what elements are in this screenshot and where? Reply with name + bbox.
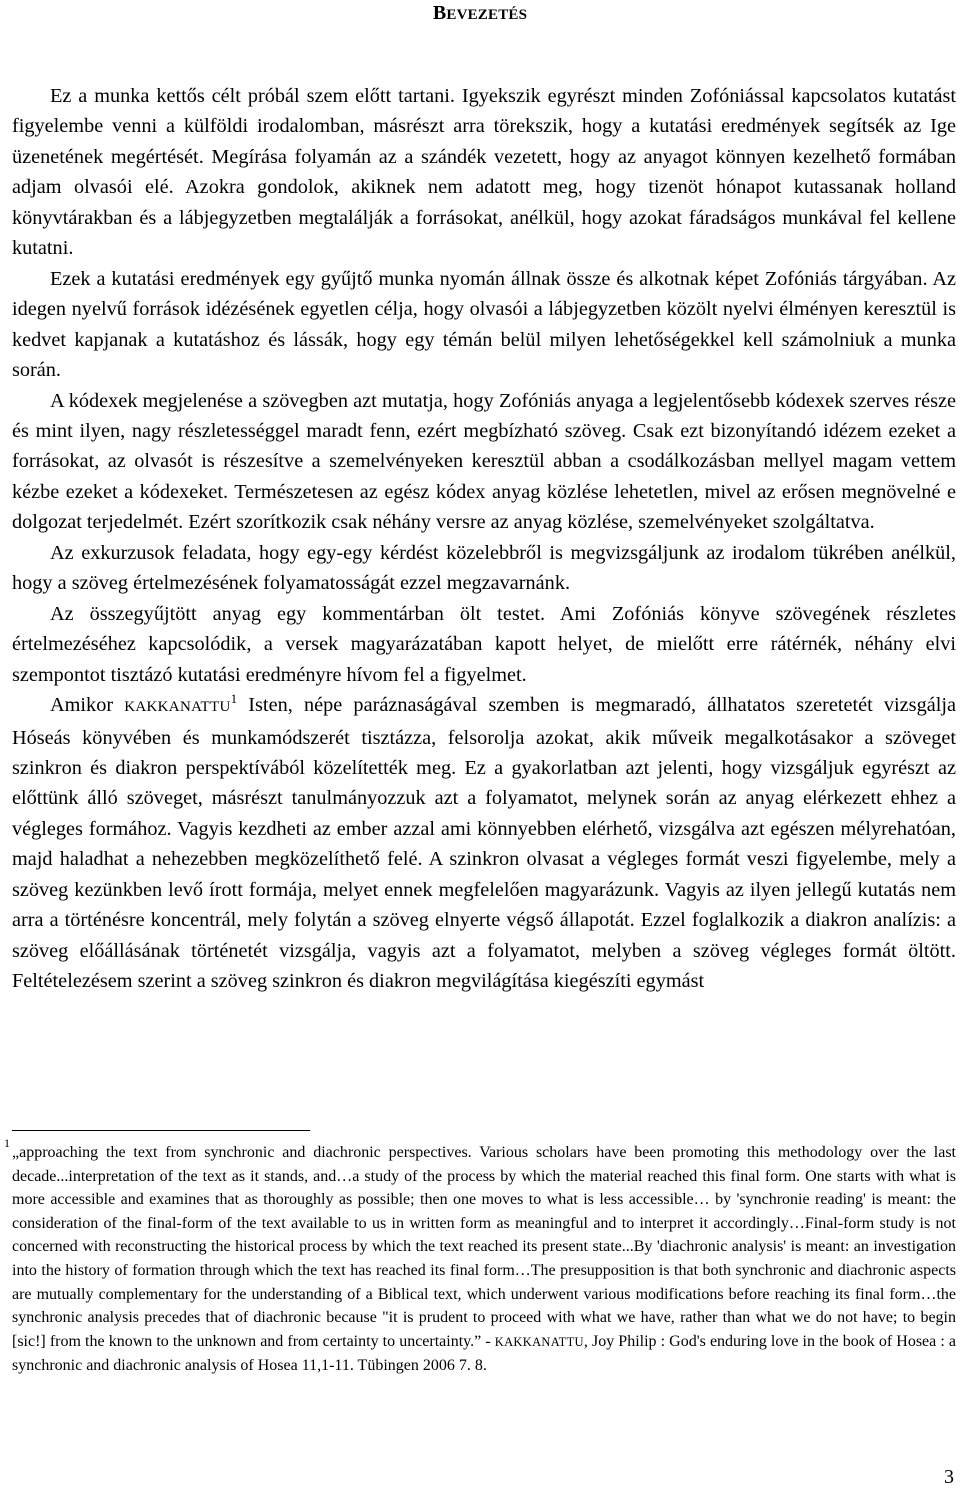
footnote-quote: „approaching the text from synchronic and diachronic perspectives. Various scholars have been promoting this methodology over the last decade...interpretation of the text as it stands, and…a study of the process by which the material reached this final form. One starts with what is more accessible and examines that as thoroughly as possible; then one moves to what is less accessible… by 'synchronie reading' is meant: the consideration of the final-form of the text available to us in written form as meaningful and to interpret it accordingly…Final-form study is not concerned with reconstructing the historical process by which the text reached its present state...By 'diachronic analysis' is meant: an investigation into the history of formation through which the text has reached its final form…The presupposition is that both synchronic and diachronic aspects are mutually complementary for the understanding of a Biblical text, which underwent various modifications before reaching its final form…the synchronic analysis precedes that of diachronic because "it is prudent to proceed with what we have, rather than what we do not have; to begin [sic!] from the known to the unknown and from certainty to uncertainty.” - <box>12 1144 956 1350</box>
title-initial: B <box>432 2 447 24</box>
page-title <box>0 2 960 25</box>
paragraph-6-rest: Isten, népe paráznaságával szemben is megmaradó, állhatatos szeretetét vizsgálja Hóseás könyvében és munkamódszerét tisztázza, felsorolja azokat, akik műveik megalkotásakor a szöveget szinkron és diakron perspektívából közelítették meg. Ez a gyakorlatban azt jelenti, hogy vizsgáljuk egyrészt az előttünk álló szöveget, másrészt tanulmányozzuk azt a folyamatot, melynek során az anyag elérkezett ehhez a végleges formához. Vagyis kezdheti az ember azzal ami könnyebben elérhető, vizsgálva azt egészen mélyrehatóan, majd haladhat a nehezebben megközelíthető felé. A szinkron olvasat a végleges formát veszi figyelembe, mely a szöveg kezünkben levő írott formája, melyet ennek megfelelően magyarázunk. Vagyis az ilyen jellegű kutatás nem arra a történésre koncentrál, mely folytán a szöveg elnyerte végső állapotát. Ezzel foglalkozik a diakron analízis: a szöveg előállásának történetét vizsgálja, vagyis azt a folyamatot, melyben a szöveg végleges formát öltött. Feltételezésem szerint a szöveg szinkron és diakron megvilágítása kiegészíti egymást <box>12 694 956 993</box>
paragraph-2: Ezek a kutatási eredmények egy gyűjtő munka nyomán állnak össze és alkotnak képet Zofóniás tárgyában. Az idegen nyelvű források idézésének egyetlen célja, hogy olvasói a lábjegyzetben közölt nyelvi élményen keresztül is kedvet kapjanak a kutatáshoz és lássák, hogy egy témán belül milyen lehetőségekkel kell számolniuk a munka során. <box>12 267 956 382</box>
page-number: 3 <box>944 1466 954 1488</box>
footnote <box>4 1136 956 1378</box>
footnote-text <box>12 1141 956 1378</box>
footnote-reference[interactable]: 1 <box>230 691 238 707</box>
body-text <box>12 81 956 997</box>
author-name: KAKKANATTU <box>124 699 231 716</box>
footnote-separator <box>12 1130 310 1131</box>
paragraph-6-lead: Amikor <box>50 694 125 717</box>
title-rest: EVEZETÉS <box>446 7 528 23</box>
paragraph-5: Az összegyűjtött anyag egy kommentárban ölt testet. Ami Zofóniás könyve szövegének részletes értelmezéséhez kapcsolódik, a versek magyarázatában kapott helyet, de mielőtt erre rátérnék, néhány elvi szempontot tisztázó kutatási eredményre hívom fel a figyelmet. <box>12 602 956 686</box>
footnote-mark: 1 <box>4 1136 10 1150</box>
paragraph-1: Ez a munka kettős célt próbál szem előtt tartani. Igyekszik egyrészt minden Zofóniással kapcsolatos kutatást figyelembe venni a külföldi irodalomban, másrészt arra törekszik, hogy a kutatási eredmények segítsék az Ige üzenetének megértését. Megírása folyamán az a szándék vezetett, hogy az anyagot könnyen kezelhető formában adjam olvasói elé. Azokra gondolok, akiknek nem adatott meg, hogy tizenöt hónapot kutassanak holland könyvtárakban és a lábjegyzetben megtalálják a forrásokat, anélkül, hogy azokat fáradságos munkával fel kellene kutatni. <box>12 85 956 260</box>
footnote-author: KAKKANATTU <box>494 1334 584 1349</box>
paragraph-4: Az exkurzusok feladata, hogy egy-egy kérdést közelebbről is megvizsgáljunk az irodalom tükrében anélkül, hogy a szöveg értelmezésének folyamatosságát ezzel megzavarnánk. <box>12 541 956 595</box>
footnote-citation: , Joy Philip : God's enduring love in the book of Hosea : a synchronic and diachronic analysis of Hosea 11,1-11. Tübingen 2006 7. 8. <box>12 1332 956 1375</box>
paragraph-6 <box>12 690 956 997</box>
paragraph-3: A kódexek megjelenése a szövegben azt mutatja, hogy Zofóniás anyaga a legjelentősebb kódexek szerves része és mint ilyen, nagy részletességgel maradt fenn, ezért megbízható szöveg. Csak ezt bizonyítandó idézem ezeket a forrásokat, az olvasót is részesítve a szemelvényeken keresztül abban a csodálkozásban mellyel magam vettem kézbe ezeket a kódexeket. Természetesen az egész kódex anyag közlése lehetetlen, mivel az erősen megnövelné e dolgozat terjedelmét. Ezért szorítkozik csak néhány versre az anyag közlése, szemelvényeket szolgáltatva. <box>12 389 956 534</box>
